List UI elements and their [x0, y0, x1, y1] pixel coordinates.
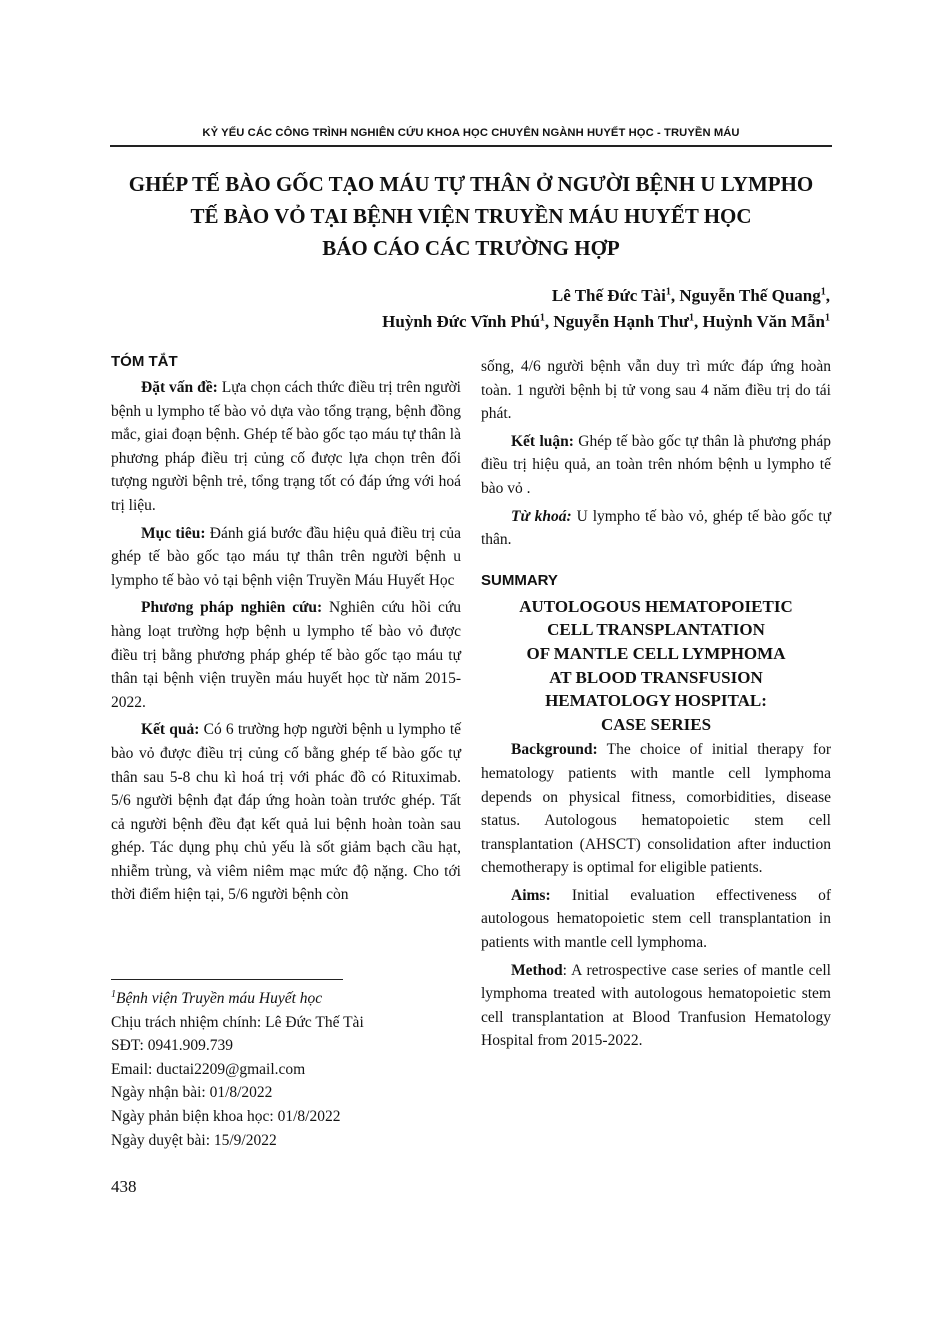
- footnote-affiliation: $^1$Bệnh viện Truyền máu Huyết học: [111, 988, 323, 1007]
- abstract-background: Đặt vấn đề: Lựa chọn cách thức điều trị trên người bệnh u lympho tế bào vỏ dựa vào tổng trạng, bệnh đồng mắc, giai đoạn bệnh. Ghép tế bào gốc tạo máu tự thân là phương pháp điều trị củng cố được lựa chọn trên đối tượng người bệnh trẻ, tổng trạng tốt có đáp ứng với hoá trị liệu.: [111, 379, 461, 514]
- summary-background: Background: The choice of initial therapy for hematology patients with mantle cell lymphoma depends on physical fitness, comorbidities, disease status. Autologous hematopoietic stem cell transplantation (AHSCT) consolidation after induction chemotherapy is optimal for eligible patients.: [481, 741, 831, 877]
- page-number: 438: [111, 1177, 137, 1196]
- footnote-reviewed: Ngày phản biện khoa học: 01/8/2022: [111, 1107, 341, 1125]
- author-name: Lê Thế Đức Tài: [551, 286, 666, 305]
- abstract-aims: Mục tiêu: Đánh giá bước đầu hiệu quả điều trị của ghép tế bào gốc tạo máu tự thân trên người bệnh u lympho tế bào vỏ tại bệnh viện Truyền Máu Huyết Học: [111, 524, 462, 589]
- abstract-method: Phương pháp nghiên cứu: Nghiên cứu hồi cứu hàng loạt trường hợp bệnh u lympho tế bào vỏ được điều trị bằng phương pháp ghép tế bào gốc tạo máu tự thân tại bệnh viện truyền máu huyết học từ năm 2015-2022.: [111, 599, 462, 711]
- english-title: AUTOLOGOUS HEMATOPOIETIC CELL TRANSPLANTATION OF MANTLE CELL LYMPHOMA AT BLOOD TRANSFUSION HEMATOLOGY HOSPITAL: CASE SERIES: [519, 596, 793, 734]
- abstract-results: Kết quả: Có 6 trường hợp người bệnh u lympho tế bào vỏ được điều trị củng cố bằng ghép tế bào gốc tự thân sau 5-8 chu kì hoá trị với phác đồ có Rituximab. 5/6 người bệnh đạt đáp ứng hoàn toàn trước ghép. Tất cả người bệnh đều đạt kết quả lui bệnh hoàn toàn sau ghép. Tác dụng phụ chủ yếu là sốt giảm bạch cầu hạt, nhiễm trùng, và viêm niêm mạc mức độ nặng. Cho tới thời điểm hiện tại, 5/6 người bệnh còn: [111, 721, 462, 904]
- abstract-heading: TÓM TẮT: [111, 353, 178, 370]
- footnote-corresponding: Chịu trách nhiệm chính: Lê Đức Thế Tài: [111, 1013, 364, 1031]
- footnote-email: Email: ductai2209@gmail.com: [111, 1060, 306, 1078]
- author-line-2: Huỳnh Đức Vĩnh Phú$^1$, Nguyễn Hạnh Thư$^1$, Huỳnh Văn Mẫn$^1$: [382, 312, 830, 331]
- article-title: [110, 168, 832, 264]
- footnote-rule: [111, 979, 343, 980]
- footnote-accepted: Ngày duyệt bài: 15/9/2022: [111, 1131, 277, 1149]
- title-line-1: GHÉP TẾ BÀO GỐC TẠO MÁU TỰ THÂN Ở NGƯỜI BỆNH U LYMPHO: [128, 172, 814, 196]
- author-name: Nguyễn Hạnh Thư: [553, 312, 689, 331]
- affiliation-mark: 1: [539, 312, 545, 324]
- abstract-conclusion: Kết luận: Ghép tế bào gốc tự thân là phương pháp điều trị hiệu quả, an toàn trên nhóm bệnh u lympho tế bào vỏ .: [481, 432, 831, 497]
- abstract-results-continued: sống, 4/6 người bệnh vẫn duy trì mức đáp ứng hoàn toàn. 1 người bệnh bị tử vong sau 4 năm điều trị do tái phát.: [481, 358, 831, 423]
- author-line-1: Lê Thế Đức Tài$^1$, Nguyễn Thế Quang$^1$,: [551, 286, 830, 305]
- author-name: Nguyễn Thế Quang: [679, 286, 821, 305]
- header-rule: [110, 145, 832, 147]
- summary-aims: Aims: Initial evaluation effectiveness of autologous hematopoietic stem cell transplantation in patients with mantle cell lymphoma.: [481, 886, 831, 952]
- left-column: [111, 351, 461, 911]
- footnote-received: Ngày nhận bài: 01/8/2022: [111, 1084, 273, 1102]
- author-list: [382, 283, 830, 335]
- footnote-phone: SĐT: 0941.909.739: [111, 1037, 233, 1055]
- footnotes: [111, 987, 471, 1152]
- summary-heading: SUMMARY: [481, 571, 558, 589]
- abstract-keywords: Từ khoá: U lympho tế bào vỏ, ghép tế bào gốc tự thân.: [481, 507, 832, 549]
- affiliation-mark: 1: [820, 286, 826, 298]
- running-header: KỶ YẾU CÁC CÔNG TRÌNH NGHIÊN CỨU KHOA HỌC CHUYÊN NGÀNH HUYẾT HỌC - TRUYỀN MÁU: [202, 127, 740, 139]
- affiliation-mark: 1: [688, 312, 694, 324]
- affiliation-mark: 1: [665, 286, 671, 298]
- affiliation-mark: 1: [825, 312, 830, 324]
- right-column: [481, 355, 831, 1057]
- author-name: Huỳnh Đức Vĩnh Phú: [382, 312, 540, 331]
- title-line-3: BÁO CÁO CÁC TRƯỜNG HỢP: [322, 236, 620, 260]
- summary-method: Method: A retrospective case series of mantle cell lymphoma treated with autologous hematopoietic stem cell transplantation at Blood Tranfusion Hematology Hospital from 2015-2022.: [481, 961, 831, 1050]
- title-line-2: TẾ BÀO VỎ TẠI BỆNH VIỆN TRUYỀN MÁU HUYẾT HỌC: [190, 204, 752, 228]
- author-name: Huỳnh Văn Mẫn: [702, 312, 825, 331]
